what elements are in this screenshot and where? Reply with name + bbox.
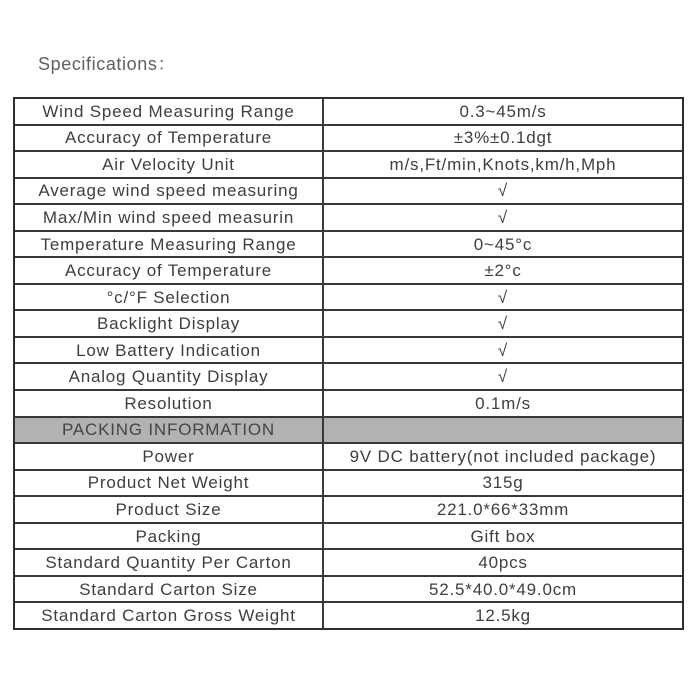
spec-row [15,177,682,204]
spec-label-cell: °c/°F Selection [106,287,231,307]
spec-label-cell: Standard Carton Gross Weight [41,606,296,626]
spec-value-cell: √ [322,285,682,310]
spec-value-cell: Gift box [322,524,682,549]
spec-value-cell: 315g [322,471,682,496]
spec-value-cell: ±2°c [322,258,682,283]
spec-value-cell: 52.5*40.0*49.0cm [322,577,682,602]
spec-label-cell: Accuracy of Temperature [64,261,273,281]
spec-label-cell: Average wind speed measuring [38,181,299,201]
spec-row [15,389,682,416]
spec-label-cell: Resolution [124,393,213,413]
spec-row [15,362,682,389]
spec-label-cell: Accuracy of Temperature [64,128,273,148]
spec-row [15,442,682,469]
spec-value-cell: 40pcs [322,550,682,575]
spec-value-cell: 221.0*66*33mm [322,497,682,522]
spec-value-cell: √ [322,179,682,204]
spec-value-cell: 0.1m/s [322,391,682,416]
spec-value-cell: 0.3~45m/s [322,99,682,124]
spec-row [15,336,682,363]
spec-value-cell: 12.5kg [322,603,682,628]
spec-row [15,256,682,283]
spec-row [15,124,682,151]
spec-row [15,283,682,310]
packing-section-row [15,416,682,443]
spec-label-cell: Max/Min wind speed measurin [42,207,295,227]
spec-row [15,575,682,602]
spec-label-cell: Packing [135,526,202,546]
spec-label-cell: Air Velocity Unit [102,154,235,174]
section-header-label: PACKING INFORMATION [15,418,322,443]
spec-value-cell: √ [322,205,682,230]
spec-value-cell: 9V DC battery(not included package) [322,444,682,469]
section-header-value [322,418,682,443]
spec-label-cell: Product Size [115,499,222,519]
spec-label-cell: Backlight Display [96,314,241,334]
spec-value-cell: 0~45°c [322,232,682,257]
specifications-table [13,97,684,630]
spec-label-cell: Wind Speed Measuring Range [42,101,295,121]
spec-label-cell: Standard Carton Size [79,579,258,599]
spec-row [15,309,682,336]
spec-label-cell: Product Net Weight [87,473,250,493]
spec-value-cell: √ [322,364,682,389]
spec-label-cell: Power [142,446,195,466]
spec-label-cell: Low Battery Indication [76,340,261,360]
spec-row [15,495,682,522]
spec-row [15,150,682,177]
spec-row [15,99,682,124]
spec-label-cell: Analog Quantity Display [68,367,269,387]
spec-value-cell: ±3%±0.1dgt [322,126,682,151]
spec-row [15,548,682,575]
spec-label-cell: Temperature Measuring Range [40,234,297,254]
page-title: Specifications： [38,54,177,74]
spec-value-cell: √ [322,311,682,336]
spec-row [15,469,682,496]
spec-row [15,230,682,257]
spec-value-cell: √ [322,338,682,363]
spec-label-cell: Standard Quantity Per Carton [45,553,292,573]
spec-value-cell: m/s,Ft/min,Knots,km/h,Mph [322,152,682,177]
spec-row [15,522,682,549]
spec-row [15,601,682,628]
spec-row [15,203,682,230]
